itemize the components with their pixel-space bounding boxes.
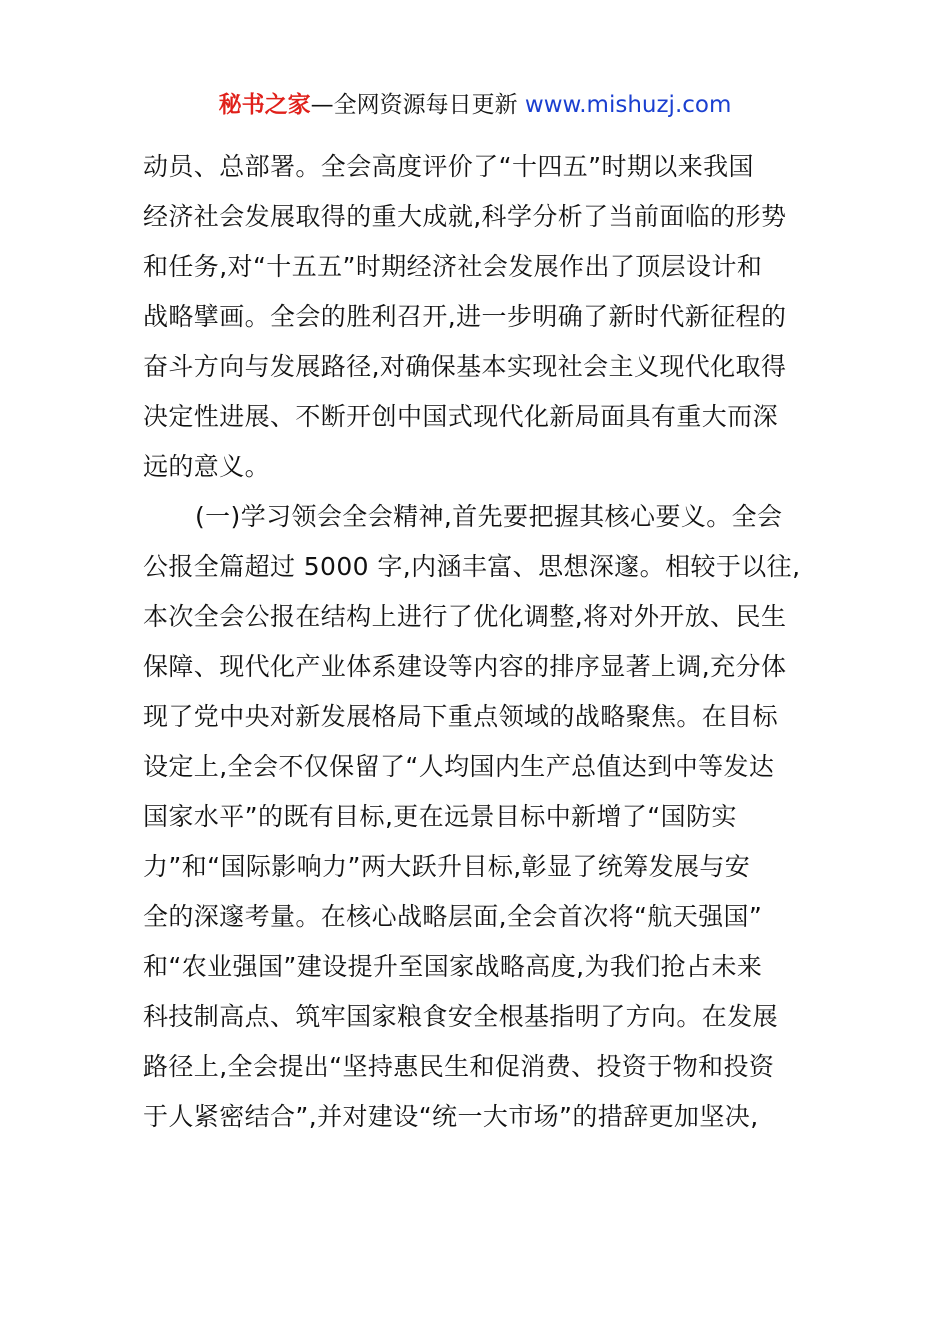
text-line: 现了党中央对新发展格局下重点领域的战略聚焦。在目标 — [143, 702, 779, 731]
website-link[interactable]: www.mishuzj.com — [524, 92, 732, 118]
text-line: 本次全会公报在结构上进行了优化调整,将对外开放、民生 — [143, 602, 787, 631]
paragraph-start-line: (一)学习领会全会精神,首先要把握其核心要义。全会 — [195, 502, 783, 531]
text-line: 经济社会发展取得的重大成就,科学分析了当前面临的形势 — [143, 202, 787, 231]
text-line: 力”和“国际影响力”两大跃升目标,彰显了统筹发展与安 — [143, 852, 751, 881]
page-header — [0, 88, 950, 122]
text-line: 国家水平”的既有目标,更在远景目标中新增了“国防实 — [143, 802, 737, 831]
text-line: 公报全篇超过 5000 字,内涵丰富、思想深邃。相较于以往, — [143, 552, 801, 581]
text-line: 保障、现代化产业体系建设等内容的排序显著上调,充分体 — [143, 652, 787, 681]
text-line: 科技制高点、筑牢国家粮食安全根基指明了方向。在发展 — [143, 1002, 779, 1031]
document-body — [143, 148, 813, 1148]
text-line: 和任务,对“十五五”时期经济社会发展作出了顶层设计和 — [143, 252, 763, 281]
brand-name: 秘书之家 — [218, 92, 311, 118]
text-line: 于人紧密结合”,并对建设“统一大市场”的措辞更加坚决, — [143, 1102, 759, 1131]
text-line: 动员、总部署。全会高度评价了“十四五”时期以来我国 — [143, 152, 754, 181]
text-line: 远的意义。 — [143, 452, 271, 481]
text-line: 和“农业强国”建设提升至国家战略高度,为我们抢占未来 — [143, 952, 763, 981]
text-line: 设定上,全会不仅保留了“人均国内生产总值达到中等发达 — [143, 752, 775, 781]
text-line: 路径上,全会提出“坚持惠民生和促消费、投资于物和投资 — [143, 1052, 775, 1081]
header-tagline: —全网资源每日更新 — [310, 92, 525, 118]
text-line: 战略擘画。全会的胜利召开,进一步明确了新时代新征程的 — [143, 302, 787, 331]
text-line: 决定性进展、不断开创中国式现代化新局面具有重大而深 — [143, 402, 779, 431]
text-line: 全的深邃考量。在核心战略层面,全会首次将“航天强国” — [143, 902, 763, 931]
text-line: 奋斗方向与发展路径,对确保基本实现社会主义现代化取得 — [143, 352, 787, 381]
